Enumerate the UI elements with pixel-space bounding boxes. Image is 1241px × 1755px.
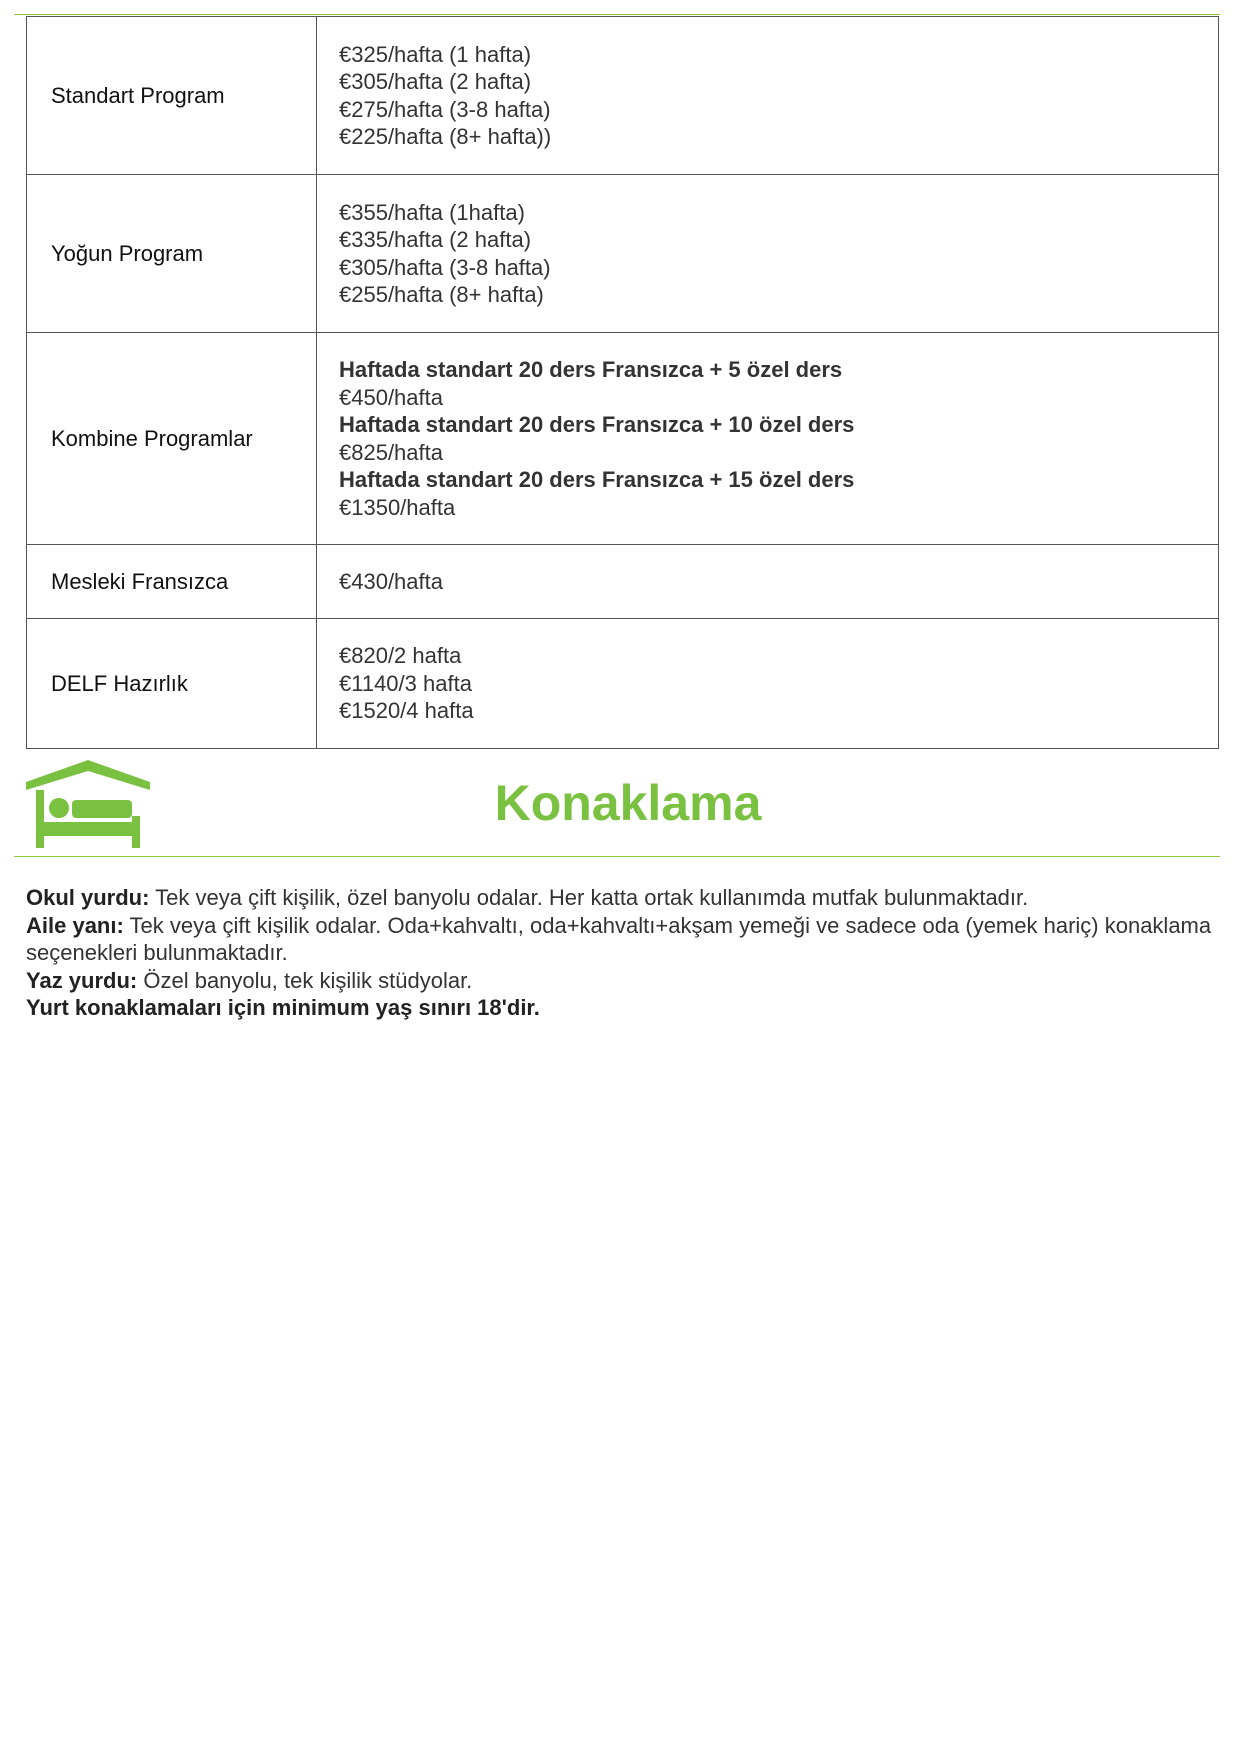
price-line: €450/hafta (339, 384, 443, 410)
school-dorm-label: Okul yurdu: (26, 885, 150, 910)
summer-dorm-text: Özel banyolu, tek kişilik stüdyolar. (137, 967, 473, 993)
price-list (317, 175, 1219, 333)
price-line: €255/hafta (8+ hafta) (339, 282, 544, 307)
age-note: Yurt konaklamaları için minimum yaş sınırı 18ʹdir. (26, 995, 540, 1020)
combo-description: Haftada standart 20 ders Fransızca + 10 özel ders (339, 412, 855, 437)
price-line: €305/hafta (3-8 hafta) (339, 254, 551, 280)
host-family-paragraph (26, 912, 1221, 967)
price-line: €1140/3 hafta (339, 670, 472, 696)
price-list (317, 17, 1219, 175)
program-name: Mesleki Fransızca (27, 545, 317, 619)
age-note-paragraph (26, 994, 1221, 1022)
accommodation-details (26, 884, 1221, 1022)
price-line: €1350/hafta (339, 494, 456, 520)
price-line: €820/2 hafta (339, 643, 462, 669)
price-list (317, 619, 1219, 749)
price-line: €225/hafta (8+ hafta)) (339, 124, 552, 149)
summer-dorm-label: Yaz yurdu: (26, 967, 138, 993)
accommodation-header (14, 756, 1220, 857)
price-line: €355/hafta (1hafta) (339, 199, 525, 225)
price-list (317, 333, 1219, 545)
host-family-label: Aile yanı: (26, 912, 124, 938)
price-line: €325/hafta (1 hafta) (339, 41, 532, 67)
program-name: DELF Hazırlık (27, 619, 317, 749)
table-row (27, 619, 1219, 749)
price-line: €335/hafta (2 hafta) (339, 227, 532, 252)
table-row (27, 333, 1219, 545)
price-table (26, 16, 1219, 749)
table-row (27, 175, 1219, 333)
price-line: €825/hafta (339, 439, 443, 465)
table-row (27, 545, 1219, 619)
price-line: €1520/4 hafta (339, 698, 474, 724)
summer-dorm-paragraph (26, 967, 1221, 995)
combo-description: Haftada standart 20 ders Fransızca + 15 özel ders (339, 467, 855, 492)
program-name: Standart Program (27, 17, 317, 175)
price-list (317, 545, 1219, 619)
section-title: Konaklama (494, 775, 762, 831)
school-dorm-paragraph (26, 884, 1221, 912)
price-line: €430/hafta (339, 568, 443, 594)
program-name: Kombine Programlar (27, 333, 317, 545)
table-row (27, 17, 1219, 175)
top-divider (14, 14, 1220, 15)
price-line: €275/hafta (3-8 hafta) (339, 96, 551, 122)
combo-description: Haftada standart 20 ders Fransızca + 5 özel ders (339, 357, 843, 382)
price-line: €305/hafta (2 hafta) (339, 69, 532, 94)
program-name: Yoğun Program (27, 175, 317, 333)
school-dorm-text: Tek veya çift kişilik, özel banyolu odalar. Her katta ortak kullanımda mutfak bulunmaktadır. (149, 885, 1029, 910)
host-family-text: Tek veya çift kişilik odalar. Oda+kahvaltı, oda+kahvaltı+akşam yemeği ve sadece oda (yemek hariç) konaklama seçenekleri bulunmaktadır. (26, 912, 1212, 965)
